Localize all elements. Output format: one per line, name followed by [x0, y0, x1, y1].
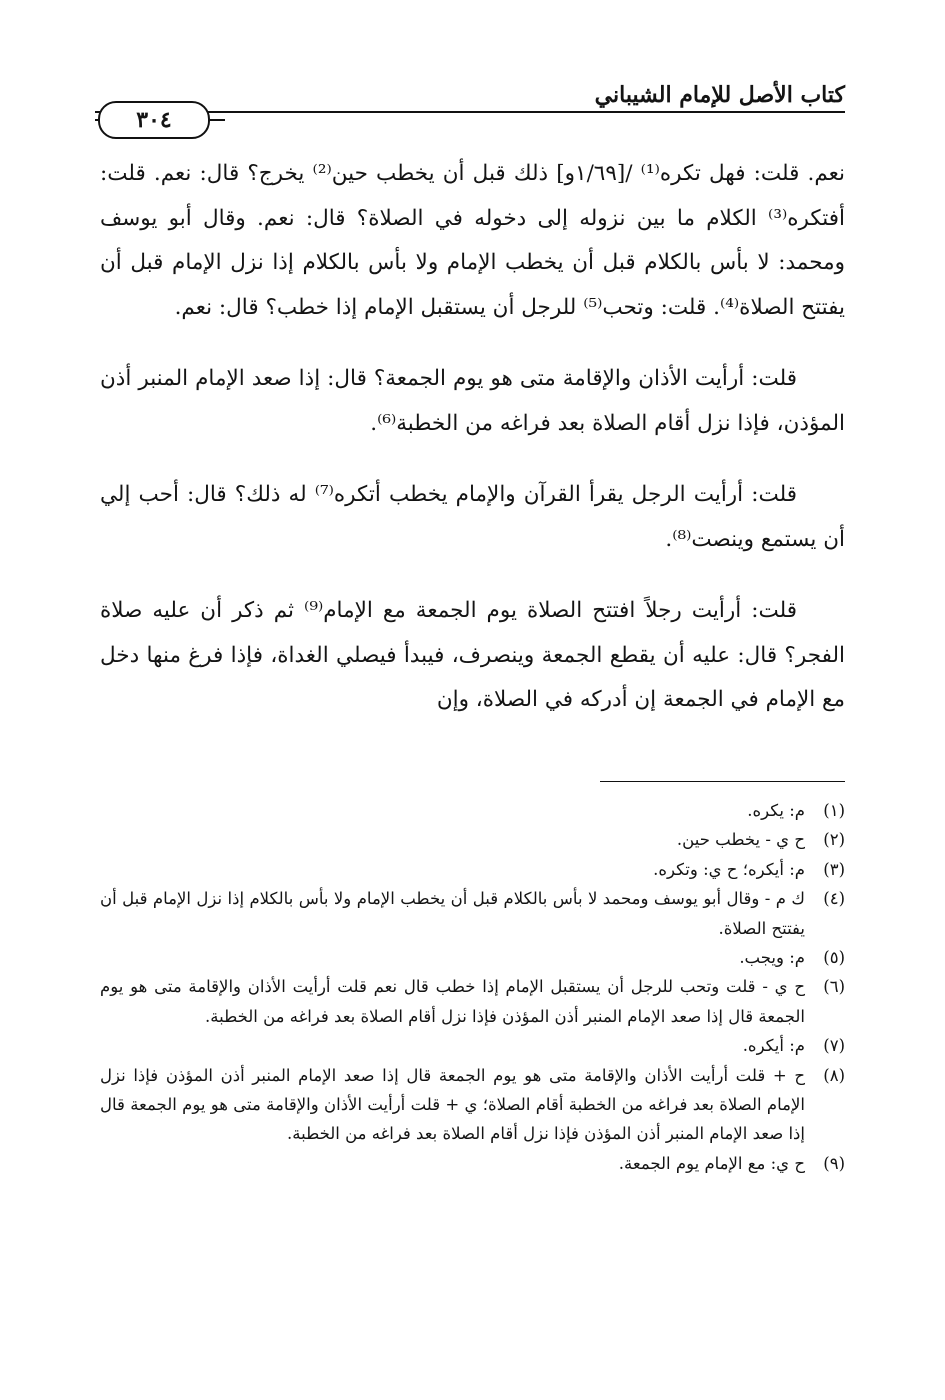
- footnote-text: م: أيكره.: [742, 1036, 805, 1056]
- footnote-item: [100, 855, 845, 884]
- footnote-item: [100, 884, 845, 943]
- footnote-number: (١): [823, 801, 845, 820]
- paragraph: قلت: أرأيت الرجل يقرأ القرآن والإمام يخطب أتكره⁽⁷⁾ له ذلك؟ قال: أحب إلي أن يستمع وينصت⁽⁸⁾.: [100, 482, 845, 552]
- footnote-item: [100, 1031, 845, 1060]
- footnote-text: م: ويجب.: [739, 948, 805, 968]
- footnote-item: [100, 1061, 845, 1149]
- footnotes: [100, 796, 845, 1178]
- footnote-text: ح ي - يخطب حين.: [676, 830, 805, 850]
- footnote-item: [100, 825, 845, 854]
- footnote-item: [100, 1149, 845, 1178]
- paragraph: نعم. قلت: فهل تكره⁽¹⁾ /[١/٦٩و] ذلك قبل أن يخطب حين⁽²⁾ يخرج؟ قال: نعم. قلت: أفتكره⁽³⁾ الكلام ما بين نزوله إلى دخوله في الصلاة؟ قال: نعم. وقال أبو يوسف ومحمد: لا بأس بالكلام قبل أن يخطب الإمام ولا بأس بالكلام إذا نزل الإمام قبل أن يفتتح الصلاة⁽⁴⁾. قلت: وتحب⁽⁵⁾ للرجل أن يستقبل الإمام إذا خطب؟ قال: نعم.: [100, 161, 846, 320]
- footnote-item: [100, 943, 845, 972]
- footnote-number: (٤): [823, 889, 845, 909]
- footnote-text: ح ي: مع الإمام يوم الجمعة.: [618, 1153, 805, 1173]
- footnote-item: [100, 796, 845, 825]
- footnote-text: ح + قلت أرأيت الأذان والإقامة متى هو يوم الجمعة قال إذا صعد الإمام المنبر أذن المؤذن فإذا نزل الإمام الصلاة بعد فراغه من الخطبة أقام الصلاة؛ ي + قلت أرأيت الأذان والإقامة متى هو يوم الجمعة قال إذا صعد الإمام المنبر أذن المؤذن فإذا نزل أقام الصلاة بعد فراغه من الخطبة.: [100, 1065, 805, 1144]
- paragraph: قلت: أرأيت الأذان والإقامة متى هو يوم الجمعة؟ قال: إذا صعد الإمام المنبر أذن المؤذن، فإذا نزل أقام الصلاة بعد فراغه من الخطبة⁽⁶⁾.: [100, 366, 845, 436]
- footnote-separator: [600, 781, 845, 782]
- footnote-text: م: يكره.: [747, 801, 805, 820]
- footnote-number: (٥): [823, 948, 845, 968]
- footnote-number: (٣): [823, 859, 845, 879]
- footnote-number: (٧): [823, 1036, 845, 1056]
- footnote-item: [100, 972, 845, 1031]
- main-text: [100, 152, 845, 723]
- footnote-number: (٢): [823, 830, 845, 850]
- running-head-title: كتاب الأصل للإمام الشيباني: [594, 82, 845, 108]
- page-number: ٣٠٤: [98, 101, 210, 139]
- footnote-number: (٦): [823, 977, 845, 997]
- footnote-text: م: أيكره؛ ح ي: وتكره.: [653, 859, 805, 879]
- paragraph: قلت: أرأيت رجلاً افتتح الصلاة يوم الجمعة مع الإمام⁽⁹⁾ ثم ذكر أن عليه صلاة الفجر؟ قال: عليه أن يقطع الجمعة وينصرف، فيبدأ فيصلي الغداة، فإذا فرغ منها دخل مع الإمام في الجمعة إن أدركه في الصلاة، وإن: [100, 598, 845, 712]
- footnote-text: ح ي - قلت وتحب للرجل أن يستقبل الإمام إذا خطب قال نعم قلت أرأيت الأذان والإقامة متى هو يوم الجمعة قال إذا صعد الإمام المنبر أذن المؤذن فإذا نزل أقام الصلاة بعد فراغه من الخطبة.: [100, 977, 805, 1026]
- footnote-number: (٩): [823, 1153, 845, 1173]
- footnote-text: ك م - وقال أبو يوسف ومحمد لا بأس بالكلام قبل أن يخطب الإمام ولا بأس بالكلام إذا نزل الإمام قبل أن يفتتح الصلاة.: [100, 889, 805, 938]
- footnote-number: (٨): [823, 1065, 845, 1085]
